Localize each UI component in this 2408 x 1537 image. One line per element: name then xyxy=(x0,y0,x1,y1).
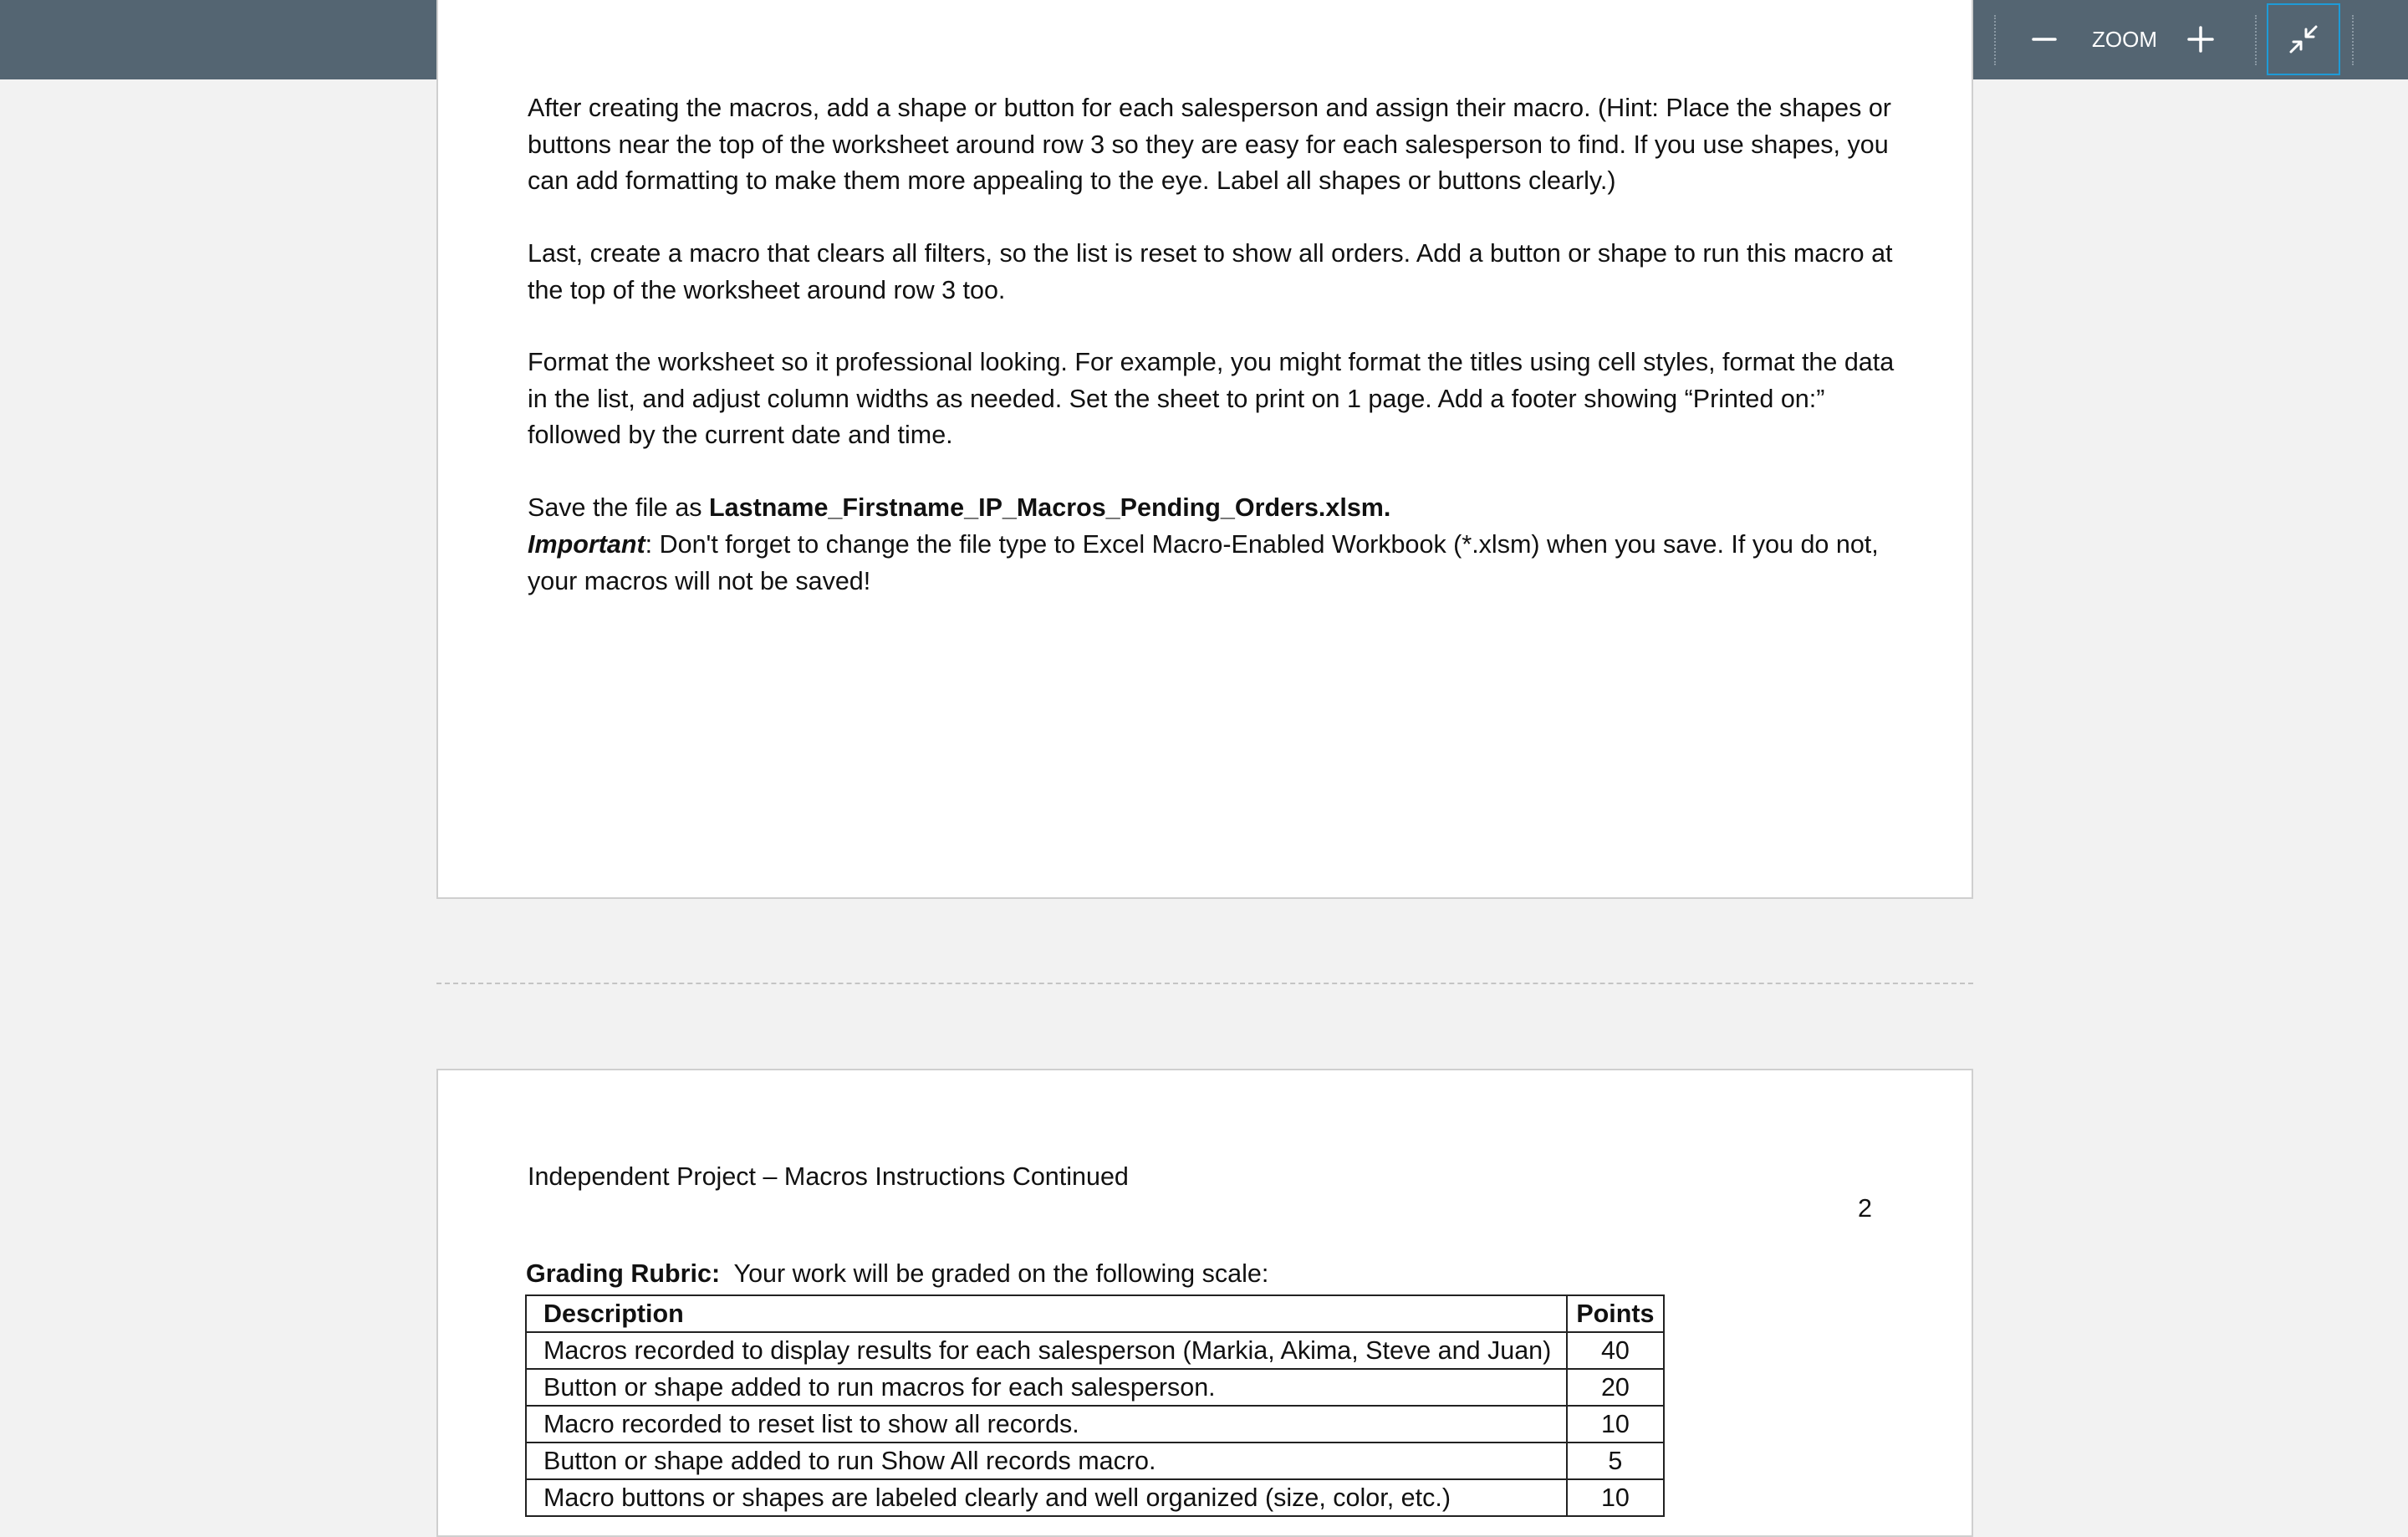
important-text: : Don't forget to change the file type to Excel Macro-Enabled Workbook (*.xlsm) when you save. If you do not, your macros will not be saved! xyxy=(528,530,1879,595)
toolbar-separator xyxy=(1994,15,1996,65)
row-points: 20 xyxy=(1567,1369,1663,1406)
toolbar-separator xyxy=(2352,15,2354,65)
rubric-label: Grading Rubric: xyxy=(526,1259,721,1288)
column-header-points: Points xyxy=(1567,1295,1663,1332)
page-divider xyxy=(436,983,1973,984)
exit-fullscreen-icon xyxy=(2287,23,2320,56)
table-row xyxy=(526,1479,1664,1516)
toolbar-separator xyxy=(2255,15,2257,65)
column-header-description: Description xyxy=(526,1295,1567,1332)
row-description: Macro recorded to reset list to show all records. xyxy=(526,1406,1567,1443)
important-label: Important xyxy=(528,530,645,559)
paragraph-important xyxy=(528,527,1899,600)
table-row xyxy=(526,1332,1664,1369)
row-points: 5 xyxy=(1567,1443,1663,1479)
row-description: Macro buttons or shapes are labeled clearly and well organized (size, color, etc.) xyxy=(526,1479,1567,1516)
row-description: Macros recorded to display results for each salesperson (Markia, Akima, Steve and Juan) xyxy=(526,1332,1567,1369)
row-description: Button or shape added to run macros for each salesperson. xyxy=(526,1369,1567,1406)
row-points: 40 xyxy=(1567,1332,1663,1369)
save-prefix: Save the file as xyxy=(528,493,710,522)
paragraph-clear-filters: Last, create a macro that clears all filters, so the list is reset to show all orders. Add a button or shape to run this macro at the top of the worksheet around row 3 too. xyxy=(528,239,1893,304)
table-row xyxy=(526,1406,1664,1443)
page-header: Independent Project – Macros Instructions Continued xyxy=(528,1162,1129,1191)
table-header-row xyxy=(526,1295,1664,1332)
row-points: 10 xyxy=(1567,1406,1663,1443)
table-row xyxy=(526,1443,1664,1479)
rubric-intro-text: Your work will be graded on the following scale: xyxy=(720,1259,1269,1288)
zoom-in-button[interactable] xyxy=(2184,12,2217,67)
row-points: 10 xyxy=(1567,1479,1663,1516)
paragraph-format-worksheet: Format the worksheet so it professional looking. For example, you might format the titles using cell styles, format the data in the list, and adjust column widths as needed. Set the sheet to print on 1 page. Add a footer showing “Printed on:” followed by the current date and time. xyxy=(528,348,1895,449)
exit-fullscreen-button[interactable] xyxy=(2267,3,2340,75)
paragraph-assign-macros: After creating the macros, add a shape or button for each salesperson and assign their macro. (Hint: Place the shapes or buttons near the top of the worksheet around row 3 so they are easy for each salesperson to find. If you use shapes, you can add formatting to make them more appealing to the eye. Label all shapes or buttons clearly.) xyxy=(528,94,1891,195)
paragraph-save-file xyxy=(528,490,1899,527)
row-description: Button or shape added to run Show All records macro. xyxy=(526,1443,1567,1479)
zoom-out-button[interactable] xyxy=(2028,12,2061,67)
grading-rubric-table xyxy=(525,1294,1665,1517)
page-number: 2 xyxy=(1858,1194,1872,1223)
grading-rubric-intro xyxy=(526,1256,1897,1293)
table-row xyxy=(526,1369,1664,1406)
plus-icon xyxy=(2187,26,2214,53)
minus-icon xyxy=(2032,27,2057,52)
save-filename: Lastname_Firstname_IP_Macros_Pending_Orders.xlsm. xyxy=(709,493,1391,522)
zoom-label: ZOOM xyxy=(2092,27,2157,52)
